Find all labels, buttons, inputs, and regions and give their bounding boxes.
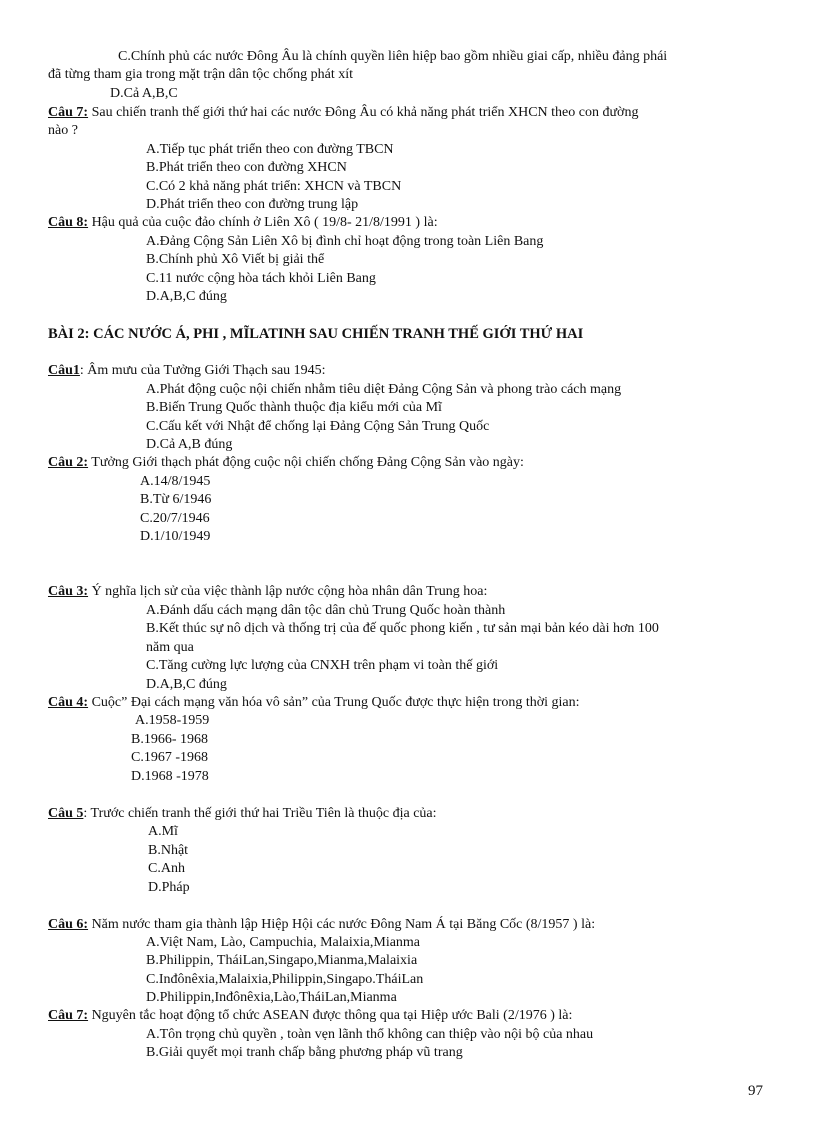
option-b: B.Phát triển theo con đường XHCN (146, 160, 347, 175)
question-text: Ý nghĩa lịch sử của việc thành lập nước cộng hòa nhân dân Trung hoa: (88, 584, 488, 599)
question-label: Câu 5 (48, 806, 84, 821)
option-c: C.Inđônêxia,Malaixia,Philippin,Singapo.TháiLan (146, 972, 424, 987)
question-label: Câu1 (48, 363, 80, 378)
question-label: Câu 6: (48, 917, 89, 932)
option-a: A.Việt Nam, Lào, Campuchia, Malaixia,Mianma (146, 935, 421, 950)
option-b: B.Philippin, TháiLan,Singapo,Mianma,Malaixia (146, 953, 418, 968)
option-b: B.Nhật (148, 843, 189, 858)
option-d: D.1968 -1978 (131, 769, 209, 784)
question-3 (48, 583, 487, 601)
question-text: Sau chiến tranh thế giới thứ hai các nước Đông Âu có khả năng phát triển XHCN theo con đường (88, 105, 639, 120)
option-d: D.Pháp (148, 880, 190, 895)
option-b: B.1966- 1968 (131, 732, 208, 747)
option-b: B.Kết thúc sự nô dịch và thống trị của đế quốc phong kiến , tư sản mại bản kéo dài hơn 100 (146, 621, 659, 636)
question-text: : Trước chiến tranh thế giới thứ hai Triều Tiên là thuộc địa của: (83, 806, 437, 821)
option-c: C.20/7/1946 (140, 511, 210, 526)
question-text: : Âm mưu của Tưởng Giới Thạch sau 1945: (79, 363, 326, 378)
question-5 (48, 805, 437, 823)
question-2 (48, 454, 524, 472)
question-1 (48, 362, 326, 380)
option-c: C.11 nước cộng hòa tách khỏi Liên Bang (146, 271, 376, 286)
question-text: Cuộc” Đại cách mạng văn hóa vô sản” của Trung Quốc được thực hiện trong thời gian: (88, 695, 580, 710)
question-text-continued: nào ? (48, 123, 78, 138)
option-a: A.Đảng Cộng Sản Liên Xô bị đình chỉ hoạt động trong toàn Liên Bang (146, 234, 544, 249)
question-text: Năm nước tham gia thành lập Hiệp Hội các nước Đông Nam Á tại Băng Cốc (8/1957 ) là: (88, 917, 596, 932)
option-b: B.Biến Trung Quốc thành thuộc địa kiểu mới của Mĩ (146, 400, 442, 415)
question-text: Nguyên tắc hoạt động tổ chức ASEAN được thông qua tại Hiệp ước Bali (2/1976 ) là: (88, 1008, 573, 1023)
option-a: A.Tôn trọng chủ quyền , toàn vẹn lãnh thổ không can thiệp vào nội bộ của nhau (146, 1027, 594, 1042)
question-7b (48, 1007, 572, 1025)
option-c: C.1967 -1968 (131, 750, 208, 765)
option-b: B.Chính phủ Xô Viết bị giải thể (146, 252, 325, 267)
option-d: D.Phát triển theo con đường trung lập (146, 197, 359, 212)
question-label: Câu 8: (48, 215, 89, 230)
option-b-continued: năm qua (146, 640, 194, 655)
option-b: B.Từ 6/1946 (140, 492, 212, 507)
question-label: Câu 4: (48, 695, 89, 710)
question-7a (48, 104, 638, 122)
option-d: D.Cả A,B đúng (146, 437, 233, 452)
option-d: D.1/10/1949 (140, 529, 211, 544)
question-label: Câu 7: (48, 105, 89, 120)
question-8 (48, 214, 438, 232)
option-a: A.Mĩ (148, 824, 178, 839)
question-6 (48, 916, 595, 934)
option-d: D.A,B,C đúng (146, 289, 227, 304)
question-label: Câu 2: (48, 455, 89, 470)
question-text: Hậu quả của cuộc đảo chính ở Liên Xô ( 19/8- 21/8/1991 ) là: (88, 215, 438, 230)
option-d: D.A,B,C đúng (146, 677, 227, 692)
option-c: C.Anh (148, 861, 185, 876)
option-a: A.Đánh dấu cách mạng dân tộc dân chủ Trung Quốc hoàn thành (146, 603, 506, 618)
option-c: C.Cấu kết với Nhật để chống lại Đảng Cộng Sản Trung Quốc (146, 419, 490, 434)
question-text: Tưởng Giới thạch phát động cuộc nội chiến chống Đảng Cộng Sản vào ngày: (88, 455, 524, 470)
option-d: D.Philippin,Inđônêxia,Lào,TháiLan,Mianma (146, 990, 397, 1005)
option-text-continued: đã từng tham gia trong mặt trận dân tộc chống phát xít (48, 67, 354, 82)
page-number: 97 (748, 1083, 763, 1099)
question-label: Câu 3: (48, 584, 89, 599)
option-a: A.14/8/1945 (140, 474, 211, 489)
question-label: Câu 7: (48, 1008, 89, 1023)
option-c: C.Tăng cường lực lượng của CNXH trên phạm vi toàn thế giới (146, 658, 499, 673)
question-4 (48, 694, 580, 712)
option-b: B.Giải quyết mọi tranh chấp bằng phương pháp vũ trang (146, 1045, 463, 1060)
option-text: D.Cả A,B,C (110, 86, 178, 101)
option-a: A.Phát động cuộc nội chiến nhằm tiêu diệt Đảng Cộng Sản và phong trào cách mạng (146, 382, 622, 397)
option-text: C.Chính phủ các nước Đông Âu là chính quyền liên hiệp bao gồm nhiều giai cấp, nhiều đảng phái (118, 49, 668, 64)
section-title: BÀI 2: CÁC NƯỚC Á, PHI , MĨLATINH SAU CHIẾN TRANH THẾ GIỚI THỨ HAI (48, 326, 584, 342)
option-a: A.Tiếp tục phát triển theo con đường TBCN (146, 142, 394, 157)
option-a: A.1958-1959 (135, 713, 210, 728)
option-c: C.Có 2 khả năng phát triển: XHCN và TBCN (146, 179, 402, 194)
